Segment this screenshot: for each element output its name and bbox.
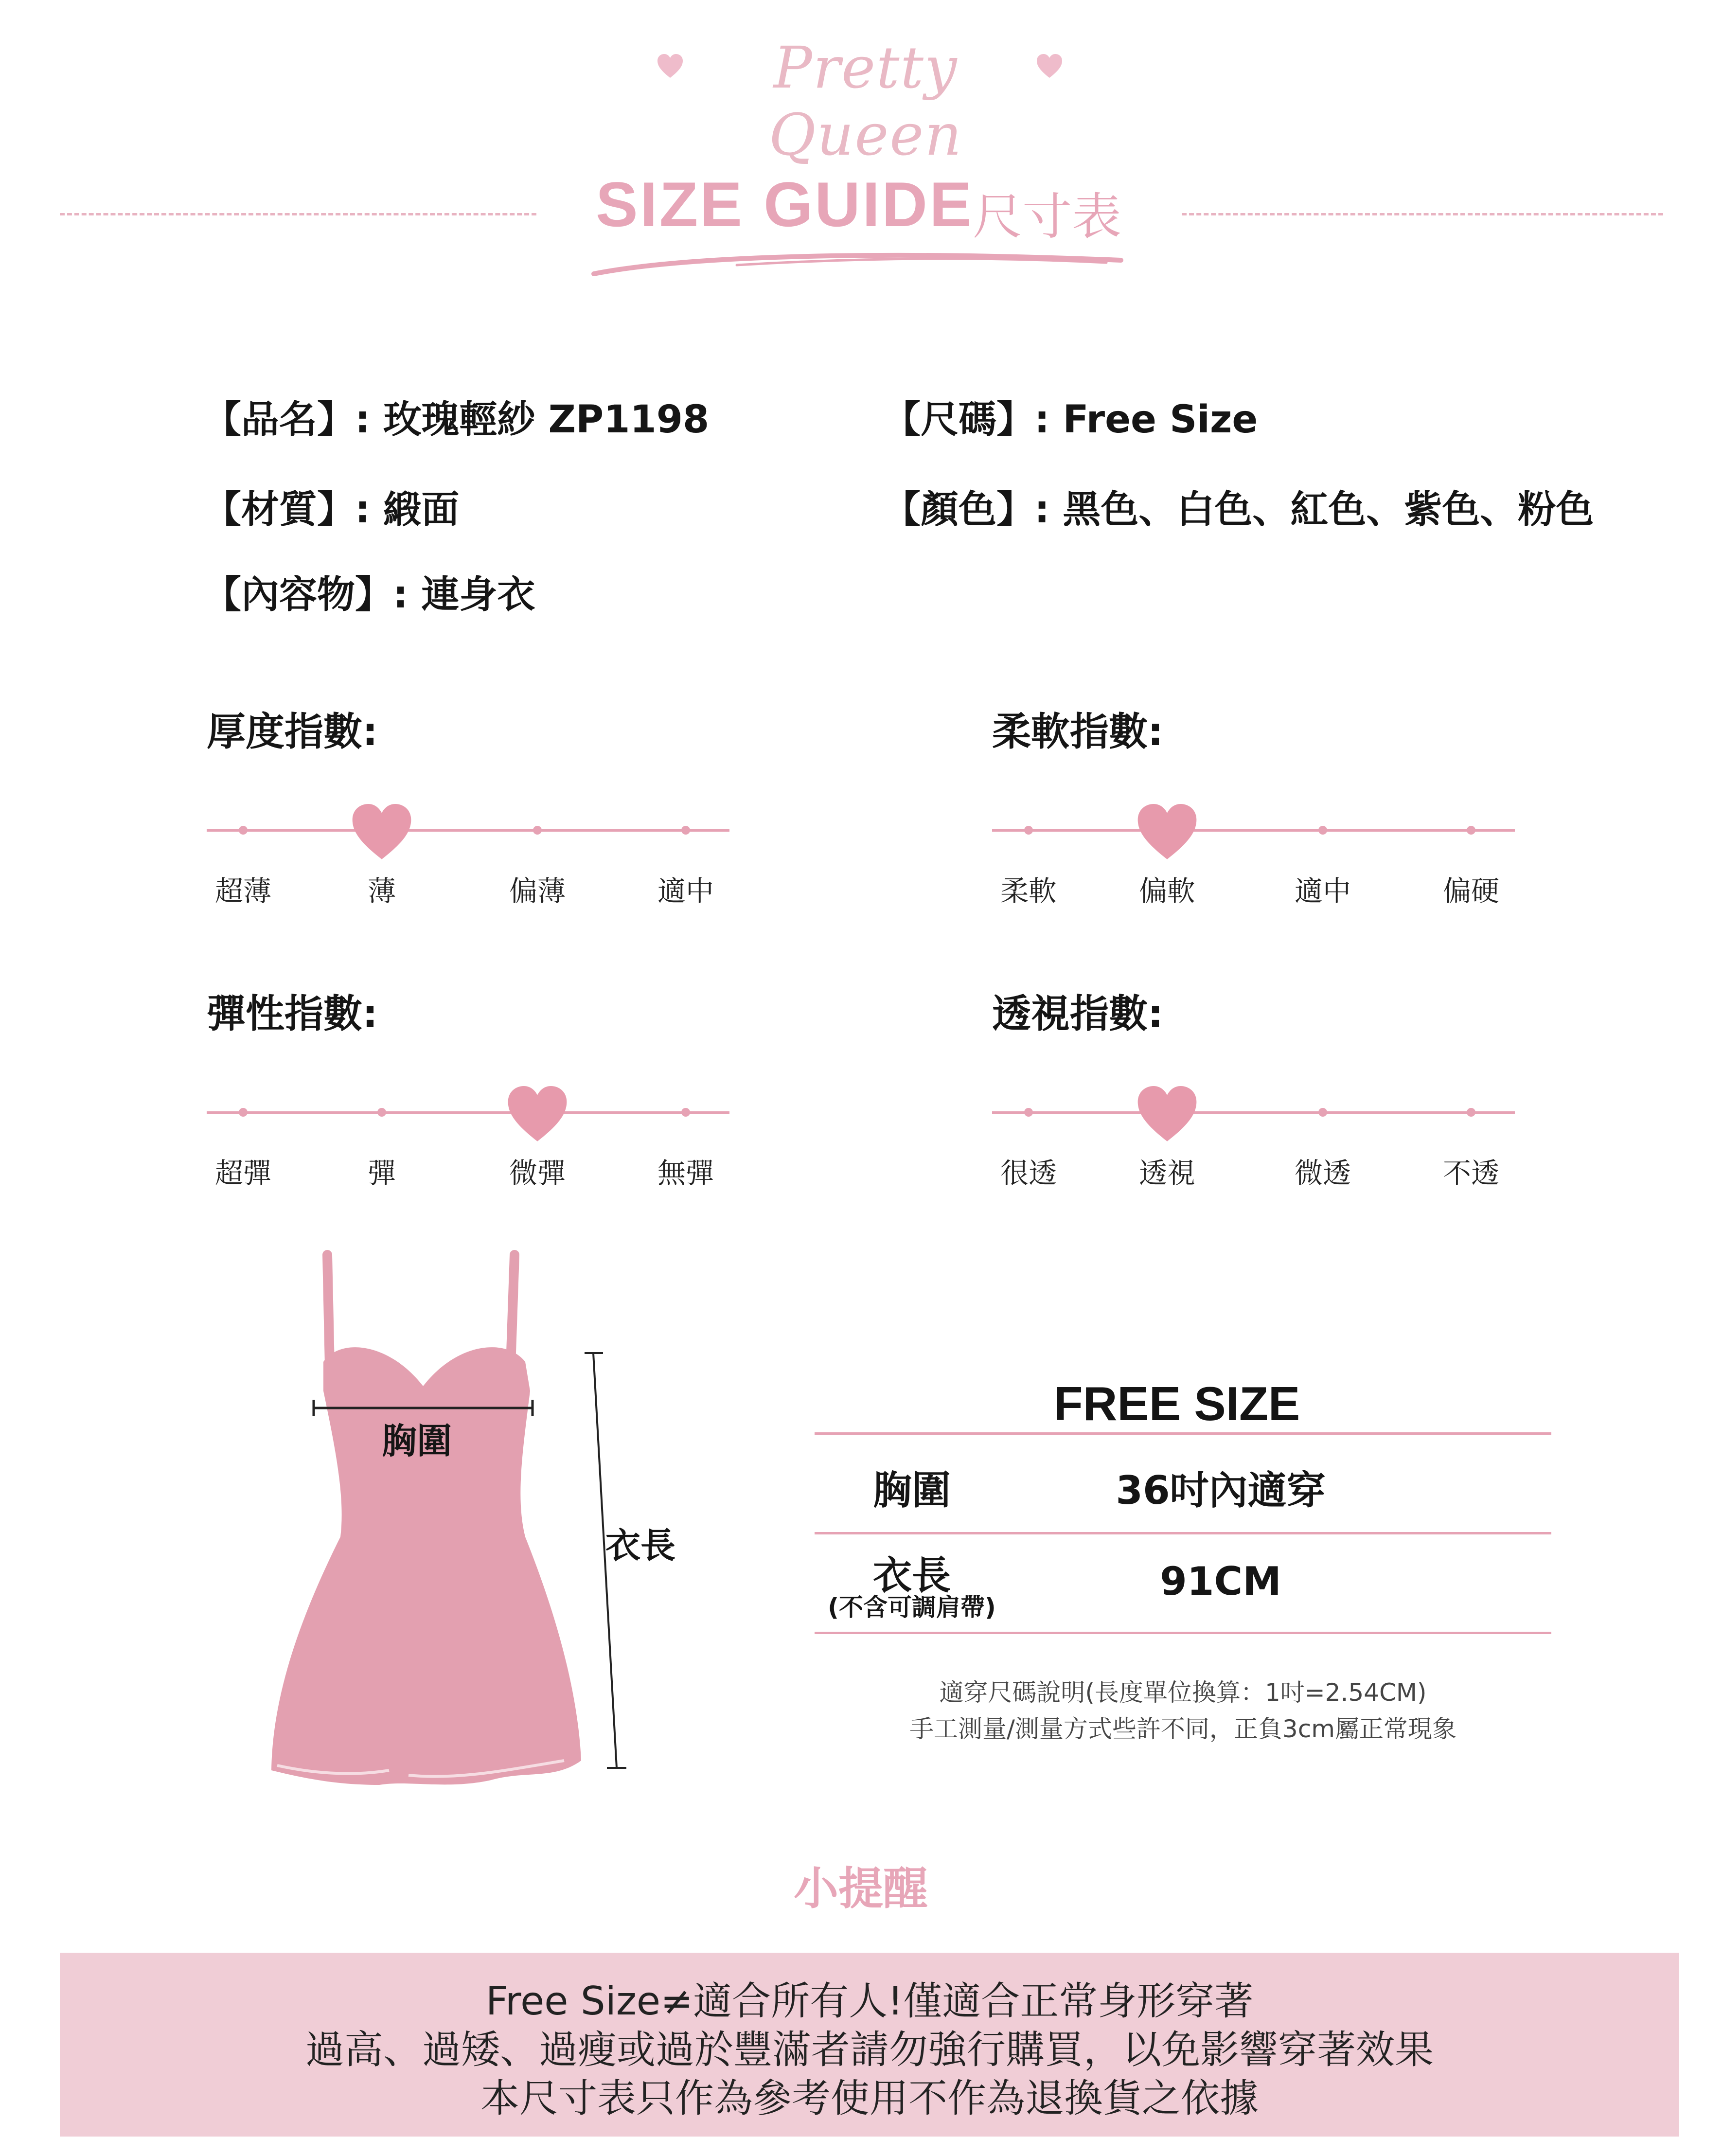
page-title: SIZE GUIDE xyxy=(596,169,974,240)
heart-marker-icon xyxy=(506,1085,569,1144)
scale-label: 適中 xyxy=(1294,874,1351,908)
transparency-index xyxy=(992,982,1527,1190)
index-title: 柔軟指數: xyxy=(992,709,1163,754)
reminder-line: 本尺寸表只作為參考使用不作為退換貨之依據 xyxy=(480,2076,1259,2121)
elasticity-index xyxy=(207,982,742,1190)
table-divider xyxy=(815,1532,1551,1534)
scale-dot xyxy=(377,1108,386,1117)
scale-label: 適中 xyxy=(657,874,714,908)
scale-dot xyxy=(1318,826,1327,835)
table-divider xyxy=(815,1632,1551,1634)
softness-index xyxy=(992,700,1527,908)
scale-label: 超彈 xyxy=(214,1157,271,1190)
scale-dot xyxy=(681,826,690,835)
heart-icon xyxy=(657,53,684,79)
page-title-zh: 尺寸表 xyxy=(973,188,1121,246)
reminder-line: Free Size≠適合所有人!僅適合正常身形穿著 xyxy=(485,1978,1254,2024)
heart-icon xyxy=(1036,53,1063,79)
reminder-line: 過高、過矮、過瘦或過於豐滿者請勿強行購買，以免影響穿著效果 xyxy=(305,2027,1434,2072)
table-row-value: 91CM xyxy=(1160,1559,1281,1604)
scale-dot xyxy=(681,1108,690,1117)
divider-left xyxy=(60,213,536,215)
index-title: 彈性指數: xyxy=(207,991,378,1036)
product-contents: 【內容物】: 連身衣 xyxy=(203,573,535,617)
brand-logo: Pretty Queen xyxy=(768,34,963,168)
product-name: 【品名】: 玫瑰輕紗 ZP1198 xyxy=(203,398,710,442)
product-size: 【尺碼】: Free Size xyxy=(883,398,1258,442)
table-row-value: 36吋內適穿 xyxy=(1116,1468,1326,1513)
scale-line xyxy=(207,1111,729,1114)
heart-marker-icon xyxy=(1136,1085,1199,1144)
reminder-title: 小提醒 xyxy=(793,1863,928,1915)
measure-note: 手工測量/測量方式些許不同，正負3cm屬正常現象 xyxy=(909,1715,1457,1743)
scale-label: 偏硬 xyxy=(1442,874,1499,908)
table-row-label: 衣長 xyxy=(873,1553,951,1598)
heart-marker-icon xyxy=(1136,802,1199,862)
index-title: 透視指數: xyxy=(992,991,1163,1036)
scale-dot xyxy=(1318,1108,1327,1117)
scale-label: 透視 xyxy=(1138,1157,1195,1190)
thickness-index xyxy=(207,700,742,908)
scale-label: 彈 xyxy=(367,1157,396,1190)
scale-label: 不透 xyxy=(1442,1157,1499,1190)
scale-dot xyxy=(1024,826,1033,835)
bust-label: 胸圍 xyxy=(382,1421,452,1461)
scale-dot xyxy=(1024,1108,1033,1117)
length-label: 衣長 xyxy=(605,1525,676,1566)
brand-header xyxy=(0,34,1723,168)
size-table-header: FREE SIZE xyxy=(1053,1377,1300,1430)
scale-line xyxy=(992,1111,1515,1114)
product-material: 【材質】: 緞面 xyxy=(203,488,460,532)
scale-label: 很透 xyxy=(1000,1157,1057,1190)
scale-line xyxy=(207,829,729,832)
table-divider xyxy=(815,1432,1551,1435)
size-note: 適穿尺碼說明(長度單位換算：1吋=2.54CM) xyxy=(939,1678,1427,1707)
scale-label: 偏軟 xyxy=(1138,874,1195,908)
scale-dot xyxy=(239,1108,248,1117)
scale-dot xyxy=(1467,826,1475,835)
table-row-label: 胸圍 xyxy=(873,1468,951,1513)
scale-label: 偏薄 xyxy=(509,874,566,908)
divider-right xyxy=(1182,213,1663,215)
scale-dot xyxy=(239,826,248,835)
index-title: 厚度指數: xyxy=(207,709,378,754)
scale-label: 無彈 xyxy=(657,1157,714,1190)
scale-line xyxy=(992,829,1515,832)
scale-label: 柔軟 xyxy=(1000,874,1057,908)
scale-label: 微透 xyxy=(1294,1157,1351,1190)
scale-dot xyxy=(1467,1108,1475,1117)
heart-marker-icon xyxy=(350,802,413,862)
scale-label: 薄 xyxy=(367,874,396,908)
title-underline xyxy=(591,246,1126,280)
scale-label: 微彈 xyxy=(509,1157,566,1190)
scale-label: 超薄 xyxy=(214,874,271,908)
scale-dot xyxy=(533,826,542,835)
table-row-sublabel: (不含可調肩帶) xyxy=(828,1593,996,1621)
product-colors: 【顏色】: 黑色、白色、紅色、紫色、粉色 xyxy=(883,488,1594,532)
